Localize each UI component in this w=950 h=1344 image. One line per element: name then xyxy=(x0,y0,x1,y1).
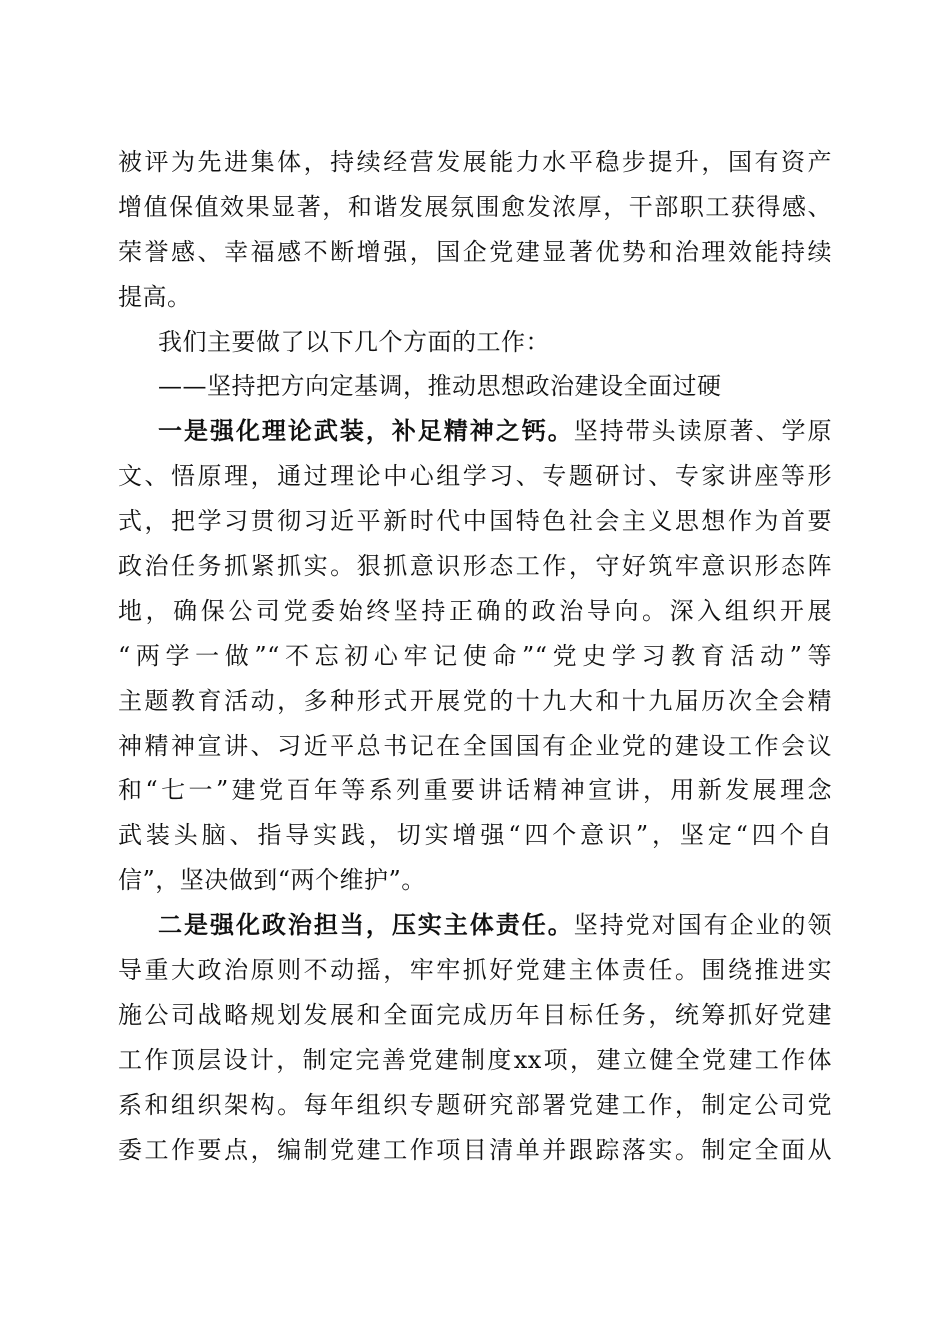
document-body xyxy=(118,140,832,1172)
text-line: “两学一做”“不忘初心牢记使命”“党史学习教育活动”等 xyxy=(118,641,832,670)
text-line: 系和组织架构。每年组织专题研究部署党建工作，制定公司党 xyxy=(118,1090,832,1119)
text-line: 荣誉感、幸福感不断增强，国企党建显著优势和治理效能持续 xyxy=(118,237,832,266)
text-line: 施公司战略规划发展和全面完成历年目标任务，统筹抓好党建 xyxy=(118,1000,832,1029)
summary-line: 我们主要做了以下几个方面的工作： xyxy=(158,327,550,356)
text-line: 地，确保公司党委始终坚持正确的政治导向。深入组织开展 xyxy=(118,596,832,625)
text-line: 信”，坚决做到“两个维护”。 xyxy=(118,866,426,895)
text-line: 工作顶层设计，制定完善党建制度xx项，建立健全党建工作体 xyxy=(118,1045,832,1074)
text-line: 武装头脑、指导实践，切实增强“四个意识”，坚定“四个自 xyxy=(118,821,832,850)
section-heading: ——坚持把方向定基调，推动思想政治建设全面过硬 xyxy=(158,372,722,401)
item2-first-line-rest: 坚持党对国有企业的领 xyxy=(573,911,833,940)
text-line: 神精神宣讲、习近平总书记在全国国有企业党的建设工作会议 xyxy=(118,731,832,760)
text-line: 被评为先进集体，持续经营发展能力水平稳步提升，国有资产 xyxy=(118,148,832,176)
text-line: 委工作要点，编制党建工作项目清单并跟踪落实。制定全面从 xyxy=(118,1135,832,1164)
item1-lead: 一是强化理论武装，补足精神之钙。 xyxy=(158,416,574,446)
text-line: 增值保值效果显著，和谐发展氛围愈发浓厚，干部职工获得感、 xyxy=(118,192,832,221)
text-line: 文、悟原理，通过理论中心组学习、专题研讨、专家讲座等形 xyxy=(118,462,832,491)
text-line: 提高。 xyxy=(118,282,192,311)
item2-first-line xyxy=(118,903,832,948)
text-line: 主题教育活动，多种形式开展党的十九大和十九届历次全会精 xyxy=(118,686,832,715)
item2-lead: 二是强化政治担当，压实主体责任。 xyxy=(158,910,574,940)
text-line: 导重大政治原则不动摇，牢牢抓好党建主体责任。围绕推进实 xyxy=(118,956,832,985)
text-line: 和“七一”建党百年等系列重要讲话精神宣讲，用新发展理念 xyxy=(118,776,832,805)
text-line: 式，把学习贯彻习近平新时代中国特色社会主义思想作为首要 xyxy=(118,507,832,536)
item1-first-line-rest: 坚持带头读原著、学原 xyxy=(573,417,833,446)
item1-first-line xyxy=(118,409,832,454)
text-line: 政治任务抓紧抓实。狠抓意识形态工作，守好筑牢意识形态阵 xyxy=(118,552,832,581)
